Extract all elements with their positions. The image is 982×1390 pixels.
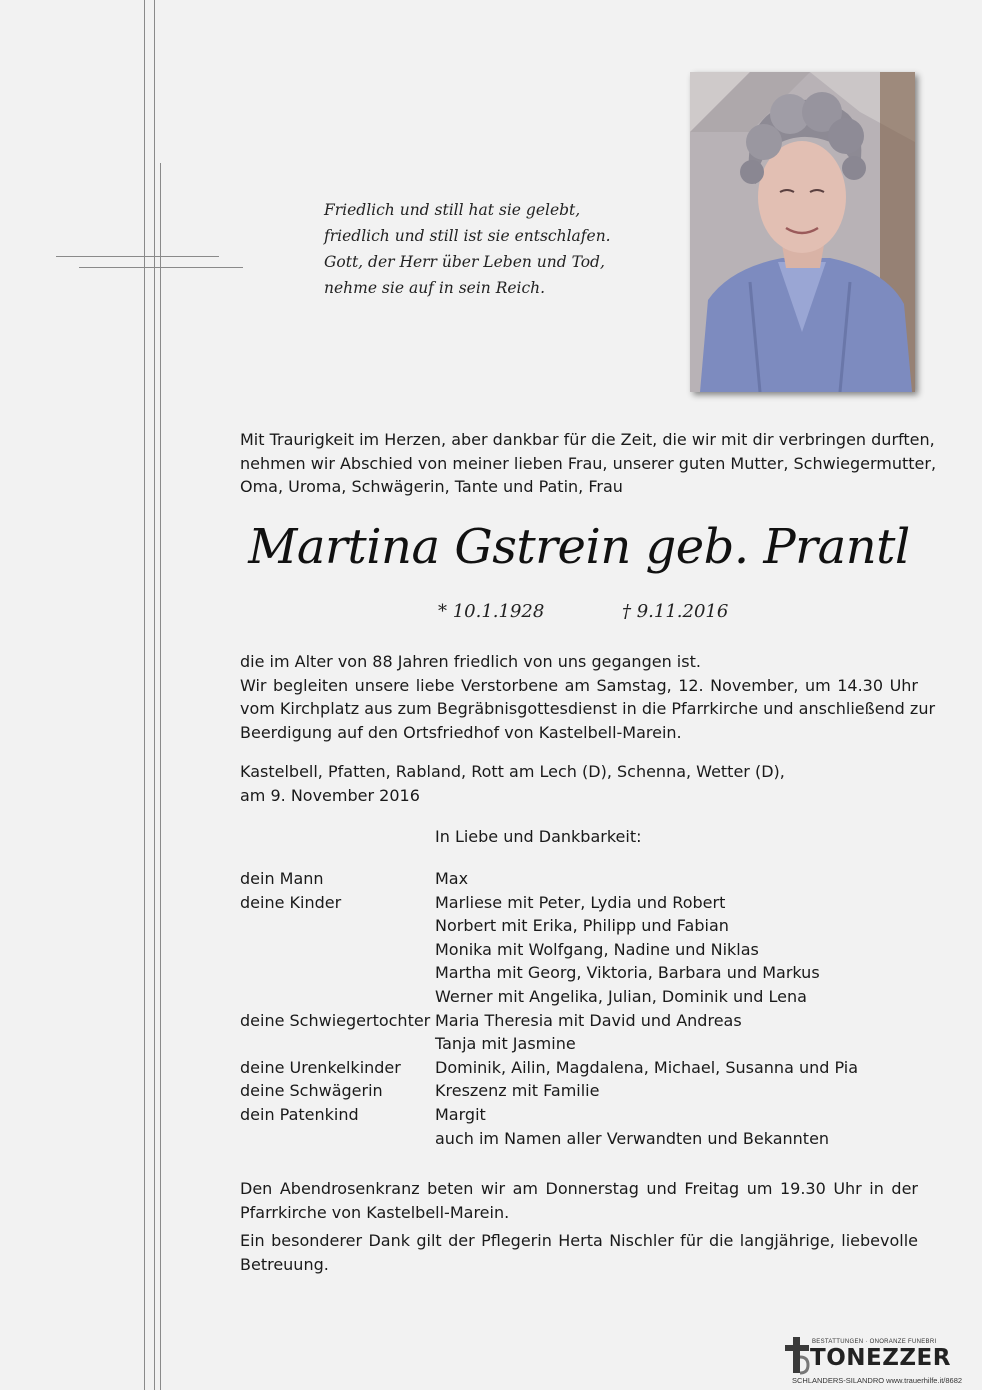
list-item [240, 1079, 920, 1103]
list-item [240, 1032, 920, 1056]
mourner-names: Martha mit Georg, Viktoria, Barbara und Markus [435, 963, 820, 983]
mourner-role: dein Mann [240, 869, 324, 888]
list-item [240, 938, 920, 962]
logo-brand: TONEZZER [810, 1345, 951, 1371]
cross-vertical-short-line [160, 163, 161, 1390]
list-item [240, 867, 920, 891]
logo-footer: SCHLANDERS-SILANDRO www.trauerhilfe.it/8682 [792, 1376, 963, 1385]
date-line: am 9. November 2016 [240, 785, 420, 805]
memorial-verse [324, 197, 644, 301]
funeral-line: Beerdigung auf den Ortsfriedhof von Kastelbell-Marein. [240, 722, 682, 742]
portrait-illustration [690, 72, 915, 392]
list-item [240, 985, 920, 1009]
mourner-names: Maria Theresia mit David und Andreas [435, 1010, 742, 1030]
list-item [240, 1056, 920, 1080]
list-item [240, 1103, 920, 1127]
mourner-names: Marliese mit Peter, Lydia und Robert [435, 892, 726, 912]
rosary-paragraph [240, 1177, 918, 1224]
deceased-name: Martina Gstrein geb. Prantl [248, 519, 910, 575]
thanks-paragraph [240, 1229, 918, 1276]
verse-line: nehme sie auf in sein Reich. [324, 279, 546, 297]
intro-paragraph [240, 428, 937, 499]
verse-line: Friedlich und still hat sie gelebt, [324, 201, 581, 219]
list-item [240, 1009, 920, 1033]
funeral-paragraph [240, 650, 936, 744]
mourner-names: Kreszenz mit Familie [435, 1081, 600, 1101]
logo-tagline: BESTATTUNGEN · ONORANZE FUNEBRI [812, 1339, 937, 1345]
cross-horizontal-line-top [56, 256, 219, 257]
intro-line: Mit Traurigkeit im Herzen, aber dankbar für die Zeit, die wir mit dir verbringen durften, [240, 430, 935, 449]
mourner-role: deine Schwägerin [240, 1081, 383, 1101]
mourner-role [240, 985, 435, 1009]
list-item [240, 961, 920, 985]
mourner-names: Monika mit Wolfgang, Nadine und Niklas [435, 939, 759, 959]
funeral-line: vom Kirchplatz aus zum Begräbnisgottesdienst in die Pfarrkirche und anschließend zur [240, 699, 936, 718]
place-line: Kastelbell, Pfatten, Rabland, Rott am Lech (D), Schenna, Wetter (D), [240, 762, 785, 781]
birth-date: * 10.1.1928 [438, 601, 545, 622]
thanks-line: Betreuung. [240, 1254, 329, 1274]
mourner-role [240, 961, 435, 985]
mourner-role: dein Patenkind [240, 1104, 359, 1124]
mourner-names: Tanja mit Jasmine [435, 1034, 576, 1054]
mourner-names: Norbert mit Erika, Philipp und Fabian [435, 916, 729, 936]
verse-line: Gott, der Herr über Leben und Tod, [324, 253, 605, 271]
mourner-names: Margit [435, 1104, 486, 1124]
mourner-role: deine Urenkelkinder [240, 1057, 401, 1077]
mourner-role [240, 914, 435, 938]
funeral-line: die im Alter von 88 Jahren friedlich von uns gegangen ist. [240, 652, 701, 671]
mourner-role [240, 938, 435, 962]
mourner-role: deine Kinder [240, 892, 342, 912]
thanks-line: Ein besonderer Dank gilt der Pflegerin Herta Nischler für die langjährige, liebevolle [240, 1231, 918, 1250]
verse-line: friedlich und still ist sie entschlafen. [324, 227, 611, 245]
place-date [240, 760, 918, 807]
death-date: † 9.11.2016 [622, 601, 729, 622]
list-item [240, 1127, 920, 1151]
greeting [435, 825, 835, 849]
mourner-role [240, 1127, 435, 1151]
mourner-names: Werner mit Angelika, Julian, Dominik und Lena [435, 986, 807, 1006]
list-item [240, 914, 920, 938]
cross-vertical-line-left [144, 0, 145, 1390]
list-item [240, 891, 920, 915]
greeting-text: In Liebe und Dankbarkeit: [435, 827, 642, 846]
mourner-names: Max [435, 869, 469, 888]
mourner-names: auch im Namen aller Verwandten und Bekannten [435, 1128, 830, 1148]
funeral-home-logo [784, 1335, 974, 1387]
rosary-line: Den Abendrosenkranz beten wir am Donnerstag und Freitag um 19.30 Uhr in der [240, 1179, 918, 1198]
mourner-role: deine Schwiegertochter [240, 1010, 431, 1030]
portrait-photo [690, 72, 915, 392]
logo-cross-icon [784, 1337, 812, 1375]
intro-line: nehmen wir Abschied von meiner lieben Frau, unserer guten Mutter, Schwiegermutter, [240, 453, 937, 473]
mourners-list [240, 867, 920, 1150]
intro-line: Oma, Uroma, Schwägerin, Tante und Patin, Frau [240, 477, 623, 496]
rosary-line: Pfarrkirche von Kastelbell-Marein. [240, 1202, 510, 1222]
mourner-role [240, 1032, 435, 1056]
cross-horizontal-line-bottom [79, 267, 243, 268]
funeral-line: Wir begleiten unsere liebe Verstorbene am Samstag, 12. November, um 14.30 Uhr [240, 675, 918, 695]
mourner-names: Dominik, Ailin, Magdalena, Michael, Susanna und Pia [435, 1057, 859, 1077]
cross-vertical-line-right [154, 0, 155, 1390]
